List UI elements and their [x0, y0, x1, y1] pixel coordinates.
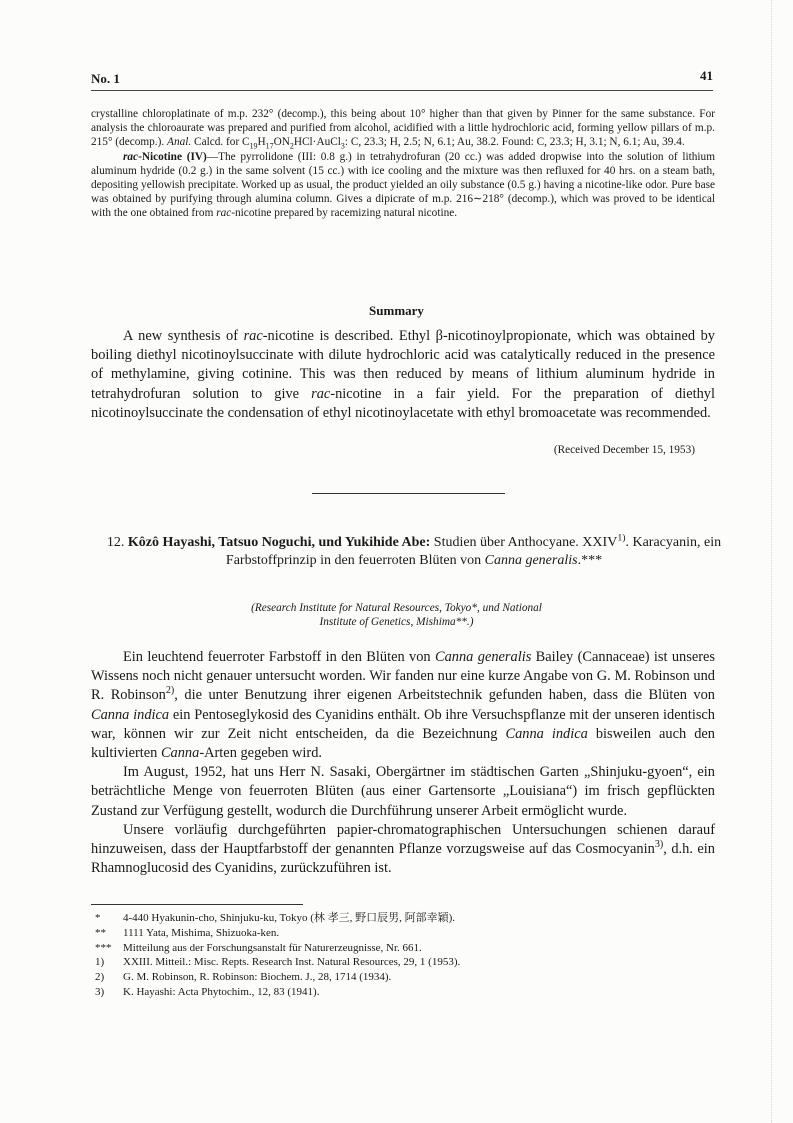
article-title: 12. Kôzô Hayashi, Tatsuo Noguchi, und Yukihide Abe: Studien über Anthocyane. XXIV$^{1)}$. Karacyanin, ein Farbstoffprinzip in den feuerroten Blüten von Canna generalis.***	[106, 532, 722, 568]
footnote-rule	[91, 904, 303, 905]
journal-issue-number: No. 1	[91, 71, 120, 86]
footnote: *** Mitteilung aus der Forschungsanstalt für Naturerzeugnisse, Nr. 661.	[95, 941, 422, 954]
article-body	[91, 648, 715, 878]
footnote: ** 1111 Yata, Mishima, Shizuoka-ken.	[95, 926, 280, 939]
rac-nicotine-heading: rac-Nicotine (IV)	[123, 150, 207, 163]
footnotes	[95, 911, 695, 1000]
footnote: 3) K. Hayashi: Acta Phytochim., 12, 83 (1941).	[95, 985, 320, 998]
body-paragraph-1: Ein leuchtend feuerroter Farbstoff in den Blüten von Canna generalis Bailey (Cannaceae) ist unseres Wissens noch nicht genauer untersucht worden. Wir fanden nur eine kurze Angabe von G. M. Robinson und R. Robinson$^{2)}$, die unter Benutzung ihrer eigenen Arbeitstechnik gefunden haben, dass die Blüten von Canna indica ein Pentoseglykosid des Cyanidins enthält. Ob ihre Versuchspflanze mit der unseren identisch war, können wir zur Zeit nicht entscheiden, da die Bezeichnung Canna indica bisweilen auch den kultivierten Canna-Arten gegeben wird.	[91, 649, 715, 762]
experimental-section	[91, 107, 715, 221]
body-paragraph-3: Unsere vorläufig durchgeführten papier-chromatographischen Untersuchungen schienen darauf hinzuweisen, dass der Hauptfarbstoff der genannten Pflanze vorzugsweise auf das Cosmocyanin$^{3)}$, d.h. ein Rhamnoglucosid des Cyanidins, zurückzuführen ist.	[91, 821, 715, 877]
body-paragraph-2: Im August, 1952, hat uns Herr N. Sasaki, Obergärtner im städtischen Garten „Shinjuku-gyoen“, ein beträchtliche Menge von feuerroten Blüten (aus einer Gartensorte „Louisiana“) im frisch gepflückten Zustand zur Verfügung gestellt, wodurch die Durchführung unserer Arbeit ermöglicht wurde.	[91, 764, 715, 819]
chloroaurate-paragraph: crystalline chloroplatinate of m.p. 232° (decomp.), this being about 10° higher than that given by Pinner for the same substance. For analysis the chloroaurate was prepared and purified from alcohol, acidified with a little hydrochloric acid, forming yellow pillars of m.p. 215° (decomp.). Anal. Calcd. for $C_{19}H_{17}ON_2HCl\cdot AuCl_3$: C, 23.3; H, 2.5; N, 6.1; Au, 38.2. Found: C, 23.3; H, 3.1; N, 6.1; Au, 39.4.	[91, 108, 715, 151]
article-affiliation: (Research Institute for Natural Resources, Tokyo*, und National Institute of Genetics, Mishima**.)	[251, 602, 542, 629]
article-authors: Kôzô Hayashi, Tatsuo Noguchi, und Yukihide Abe:	[127, 535, 431, 550]
received-date: (Received December 15, 1953)	[553, 444, 695, 456]
article-number: 12.	[106, 535, 125, 550]
summary-heading: Summary	[369, 303, 424, 318]
footnote: * 4-440 Hyakunin-cho, Shinjuku-ku, Tokyo (林 孝三, 野口辰男, 阿部幸穎).	[95, 912, 456, 924]
section-divider	[312, 493, 505, 494]
footnote: 1) XXIII. Mitteil.: Misc. Repts. Research Inst. Natural Resources, 29, 1 (1953).	[95, 956, 461, 969]
rac-nicotine-paragraph: rac-Nicotine (IV)—The pyrrolidone (III: 0.8 g.) in tetrahydrofuran (20 cc.) was added dropwise into the solution of lithium aluminum hydride (0.2 g.) in the same solvent (15 cc.) with ice cooling and the mixture was then refluxed for 40 hrs. on a steam bath, depositing yellowish precipitate. Worked up as usual, the product yielded an oily substance (0.5 g.) having a nicotine-like odor. Pure base was obtained by purifying through alumina column. Gives a dipicrate of m.p. 216∼218° (decomp.), which was proved to be identical with the one obtained from rac-nicotine prepared by racemizing natural nicotine.	[91, 150, 715, 220]
footnote: 2) G. M. Robinson, R. Robinson: Biochem. J., 28, 1714 (1934).	[95, 971, 392, 984]
page-number: 41	[700, 68, 713, 83]
summary-paragraph: A new synthesis of rac-nicotine is described. Ethyl β-nicotinoylpropionate, which was obtained by boiling diethyl nicotinoylsuccinate with dilute hydrochloric acid was catalytically reduced in the presence of methylamine, giving cotinine. This was then reduced by means of lithium aluminum hydride in tetrahydrofuran solution to give rac-nicotine in a fair yield. For the preparation of diethyl nicotinoylsuccinate the condensation of ethyl nicotinoylacetate with ethyl bromoacetate was recommended.	[91, 328, 715, 421]
page-header	[91, 68, 713, 91]
scan-margin-line	[771, 0, 772, 1123]
anal-label: Anal.	[167, 136, 192, 149]
